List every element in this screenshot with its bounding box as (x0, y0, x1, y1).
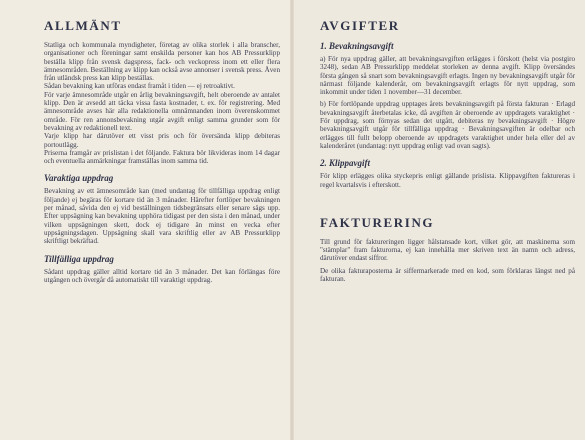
paragraph-temporary-orders: Sådant uppdrag gäller alltid kortare tid än 3 månader. Det kan förlängas före utgången och övergår då automatiskt till varaktigt uppdrag. (44, 267, 280, 284)
paragraph-fee-b: b) För fortlöpande uppdrag upptages årets bevakningsavgift på första fakturan · Erlagd bevakningsavgift återbetalas icke, då avgiften är oberoende av uppdragets varaktighet · För uppdrag, som förnyas sedan det utgått, debiteras ny bevakningsavgift · Högre bevakningsavgift utgår för tillfälliga uppdrag · Bevakningsavgiften är odelbar och erlägges till fullt belopp oberoende av uppdragets varaktighet under hela eller del av kalenderåret (undantag: nytt uppdrag enligt vad ovan sagts). (320, 100, 575, 150)
page-fold (290, 0, 294, 440)
paragraph-clip-price: Varje klipp har därutöver ett visst pris och för översända klipp debiteras portoutlägg. (44, 132, 280, 149)
subheading-clip-fee: 2. Klippavgift (320, 158, 370, 169)
subheading-monitoring-fee: 1. Bevakningsavgift (320, 41, 394, 51)
right-page (292, 0, 585, 440)
paragraph-invoicing-codes: De olika fakturaposterna är siffermarkerade med en kod, som förklaras längst ned på fakturan. (320, 266, 575, 284)
paragraph-invoicing-cards: Till grund för faktureringen ligger hålstansade kort, vilket gör, att maskinerna som "stämplar" fram fakturorna, ej kan innehålla mer skriven text än namn och adress, därutöver endast siffror. (320, 237, 575, 263)
paragraph-retroactive: Sådan bevakning kan utföras endast framåt i tiden — ej retroaktivt. (44, 82, 235, 91)
subheading-temporary-orders: Tillfälliga uppdrag (44, 253, 114, 264)
paragraph-intro: Statliga och kommunala myndigheter, företag av olika storlek i alla branscher, organisationer och föreningar samt enskilda personer kan hos AB Pressurklipp beställa klipp från svensk dagspress, fack- och veckopress inom ett eller flera ämnesområden. Beställning av klipp kan också avse annonser i svensk press. Även från utländsk press kan klipp beställas. (44, 41, 280, 83)
section-title-fakturering: FAKTURERING (320, 214, 435, 230)
left-page (0, 0, 292, 440)
paragraph-prices: Priserna framgår av prislistan i det följande. Faktura bör likvideras inom 14 dagar och eventuella anmärkningar framställas inom samma tid. (44, 148, 280, 166)
subheading-permanent-orders: Varaktiga uppdrag (44, 173, 114, 184)
paragraph-annual-fee: För varje ämnesområde utgår en årlig bevakningsavgift, helt oberoende av antalet klipp. Den är avsedd att täcka vissa fasta kostnader, t. ex. för registrering. Med ämnesområde avses här alla redaktionella omnämnanden inom överenskommet område. För ren annonsbevakning utgår avgift enligt samma grunder som för bevakning av redaktionell text. (44, 90, 280, 132)
paragraph-clip-fee: För klipp erlägges olika styckepris enligt gällande prislista. Klippavgiften faktureras i regel kvartalsvis i efterskott. (320, 172, 575, 189)
section-title-avgifter: AVGIFTER (320, 18, 400, 33)
paragraph-fee-a: a) För nya uppdrag gäller, att bevakningsavgiften erlägges i förskott (helst via postgiro 3248), sedan AB Pressurklipp meddelat storleken av denna avgift. Klipp översändes första gången så snart som bevakningsavgift erlagts. Ingen ny bevakningsavgift utgår för närmast följande kalenderår, om bevakningsavgift erlagts för nytt uppdrag, som inkommit under tiden 1 november—31 december. (320, 55, 575, 97)
paragraph-permanent-orders: Bevakning av ett ämnesområde kan (med undantag för tillfälliga uppdrag enligt följande) ej begäras för kortare tid än 3 månader. Härefter fortlöper bevakningen per månad, såvida den ej vid beställningen tidsbegränsats eller senare sägs upp. Efter uppsägning kan bevakning upphöra tidigast per den sista i den månad, under vilken uppsägningen skett, dock ej tidigare än minst en vecka efter uppsägningsdagen. Uppsägning skall vara skriftlig eller av AB Pressurklipp skriftligt bekräftad. (44, 187, 280, 246)
section-title-allmant: ALLMÄNT (44, 18, 122, 33)
